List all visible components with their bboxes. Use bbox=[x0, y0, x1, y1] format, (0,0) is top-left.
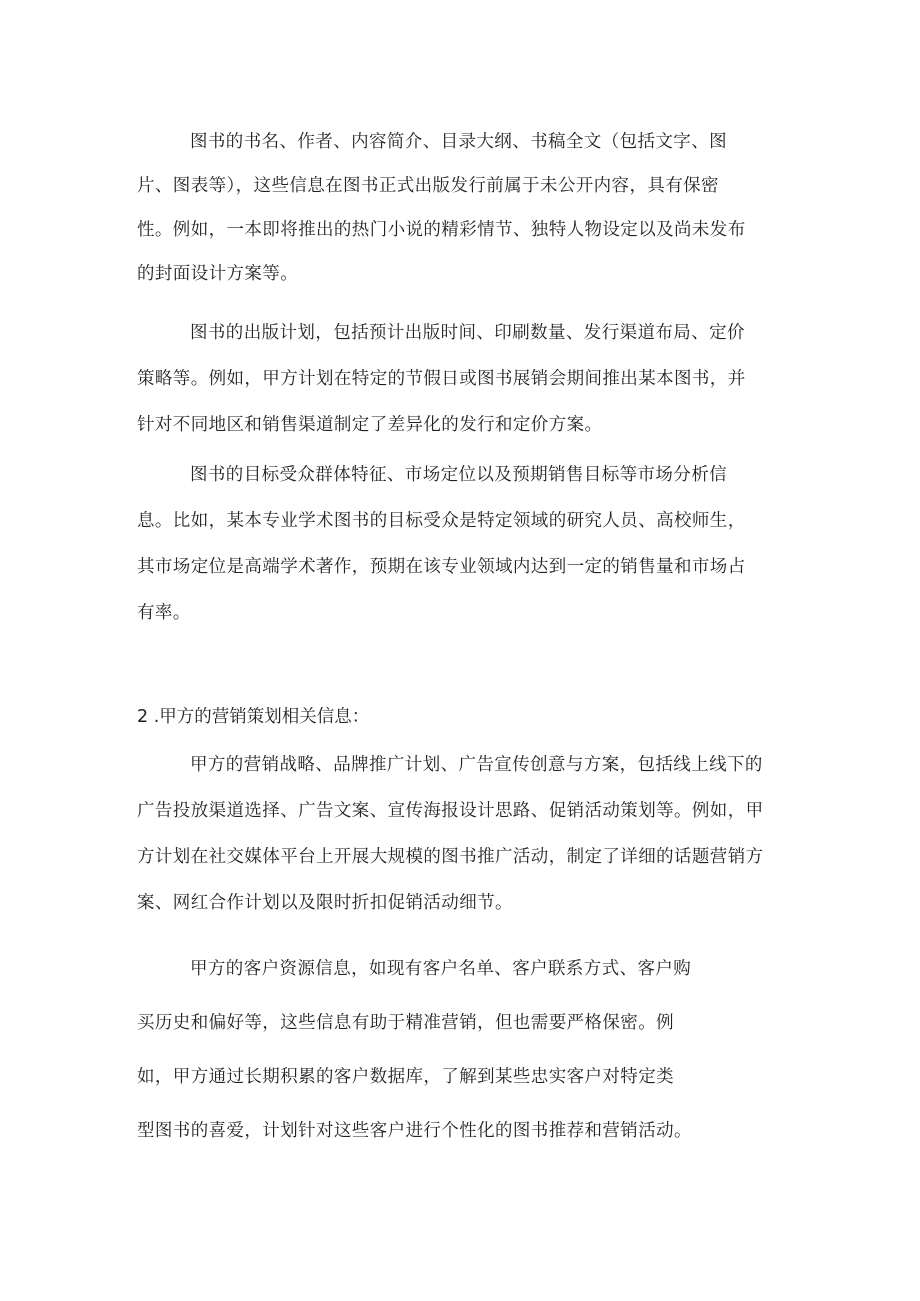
paragraph-marketing-strategy bbox=[137, 742, 782, 926]
paragraph-book-content-info bbox=[137, 120, 782, 296]
paragraph-line: 如，甲方通过长期积累的客户数据库，了解到某些忠实客户对特定类 bbox=[137, 1067, 674, 1087]
paragraph-customer-resources bbox=[137, 942, 782, 1158]
paragraph-line: 息。比如，某本专业学术图书的目标受众是特定领域的研究人员、高校师生， bbox=[137, 511, 746, 531]
paragraph-line: 图书的出版计划，包括预计出版时间、印刷数量、发行渠道布局、定价 bbox=[190, 323, 745, 343]
paragraph-line: 广告投放渠道选择、广告文案、宣传海报设计思路、促销活动策划等。例如，甲 bbox=[137, 801, 764, 821]
section-heading: 2 .甲方的营销策划相关信息： bbox=[137, 707, 370, 727]
paragraph-line: 性。例如，一本即将推出的热门小说的精彩情节、独特人物设定以及尚未发布 bbox=[137, 220, 746, 240]
paragraph-line: 案、网红合作计划以及限时折扣促销活动细节。 bbox=[137, 893, 513, 913]
paragraph-line: 图书的书名、作者、内容简介、目录大纲、书稿全文（包括文字、图 bbox=[190, 132, 727, 152]
paragraph-market-analysis bbox=[137, 452, 782, 636]
paragraph-line: 针对不同地区和销售渠道制定了差异化的发行和定价方案。 bbox=[137, 415, 603, 435]
paragraph-line: 片、图表等），这些信息在图书正式出版发行前属于未公开内容，具有保密 bbox=[137, 176, 719, 196]
paragraph-line: 的封面设计方案等。 bbox=[137, 264, 299, 284]
paragraph-line: 图书的目标受众群体特征、市场定位以及预期销售目标等市场分析信 bbox=[190, 465, 727, 485]
paragraph-line: 方计划在社交媒体平台上开展大规模的图书推广活动，制定了详细的话题营销方 bbox=[137, 847, 764, 867]
paragraph-line: 有率。 bbox=[137, 603, 191, 623]
paragraph-line: 型图书的喜爱，计划针对这些客户进行个性化的图书推荐和营销活动。 bbox=[137, 1121, 692, 1141]
paragraph-line: 策略等。例如，甲方计划在特定的节假日或图书展销会期间推出某本图书，并 bbox=[137, 369, 746, 389]
paragraph-line: 甲方的客户资源信息，如现有客户名单、客户联系方式、客户购 bbox=[190, 959, 692, 979]
paragraph-line: 买历史和偏好等，这些信息有助于精准营销，但也需要严格保密。例 bbox=[137, 1013, 674, 1033]
paragraph-publishing-plan bbox=[137, 310, 782, 448]
paragraph-line: 甲方的营销战略、品牌推广计划、广告宣传创意与方案，包括线上线下的 bbox=[190, 755, 763, 775]
paragraph-line: 其市场定位是高端学术著作，预期在该专业领域内达到一定的销售量和市场占 bbox=[137, 557, 746, 577]
